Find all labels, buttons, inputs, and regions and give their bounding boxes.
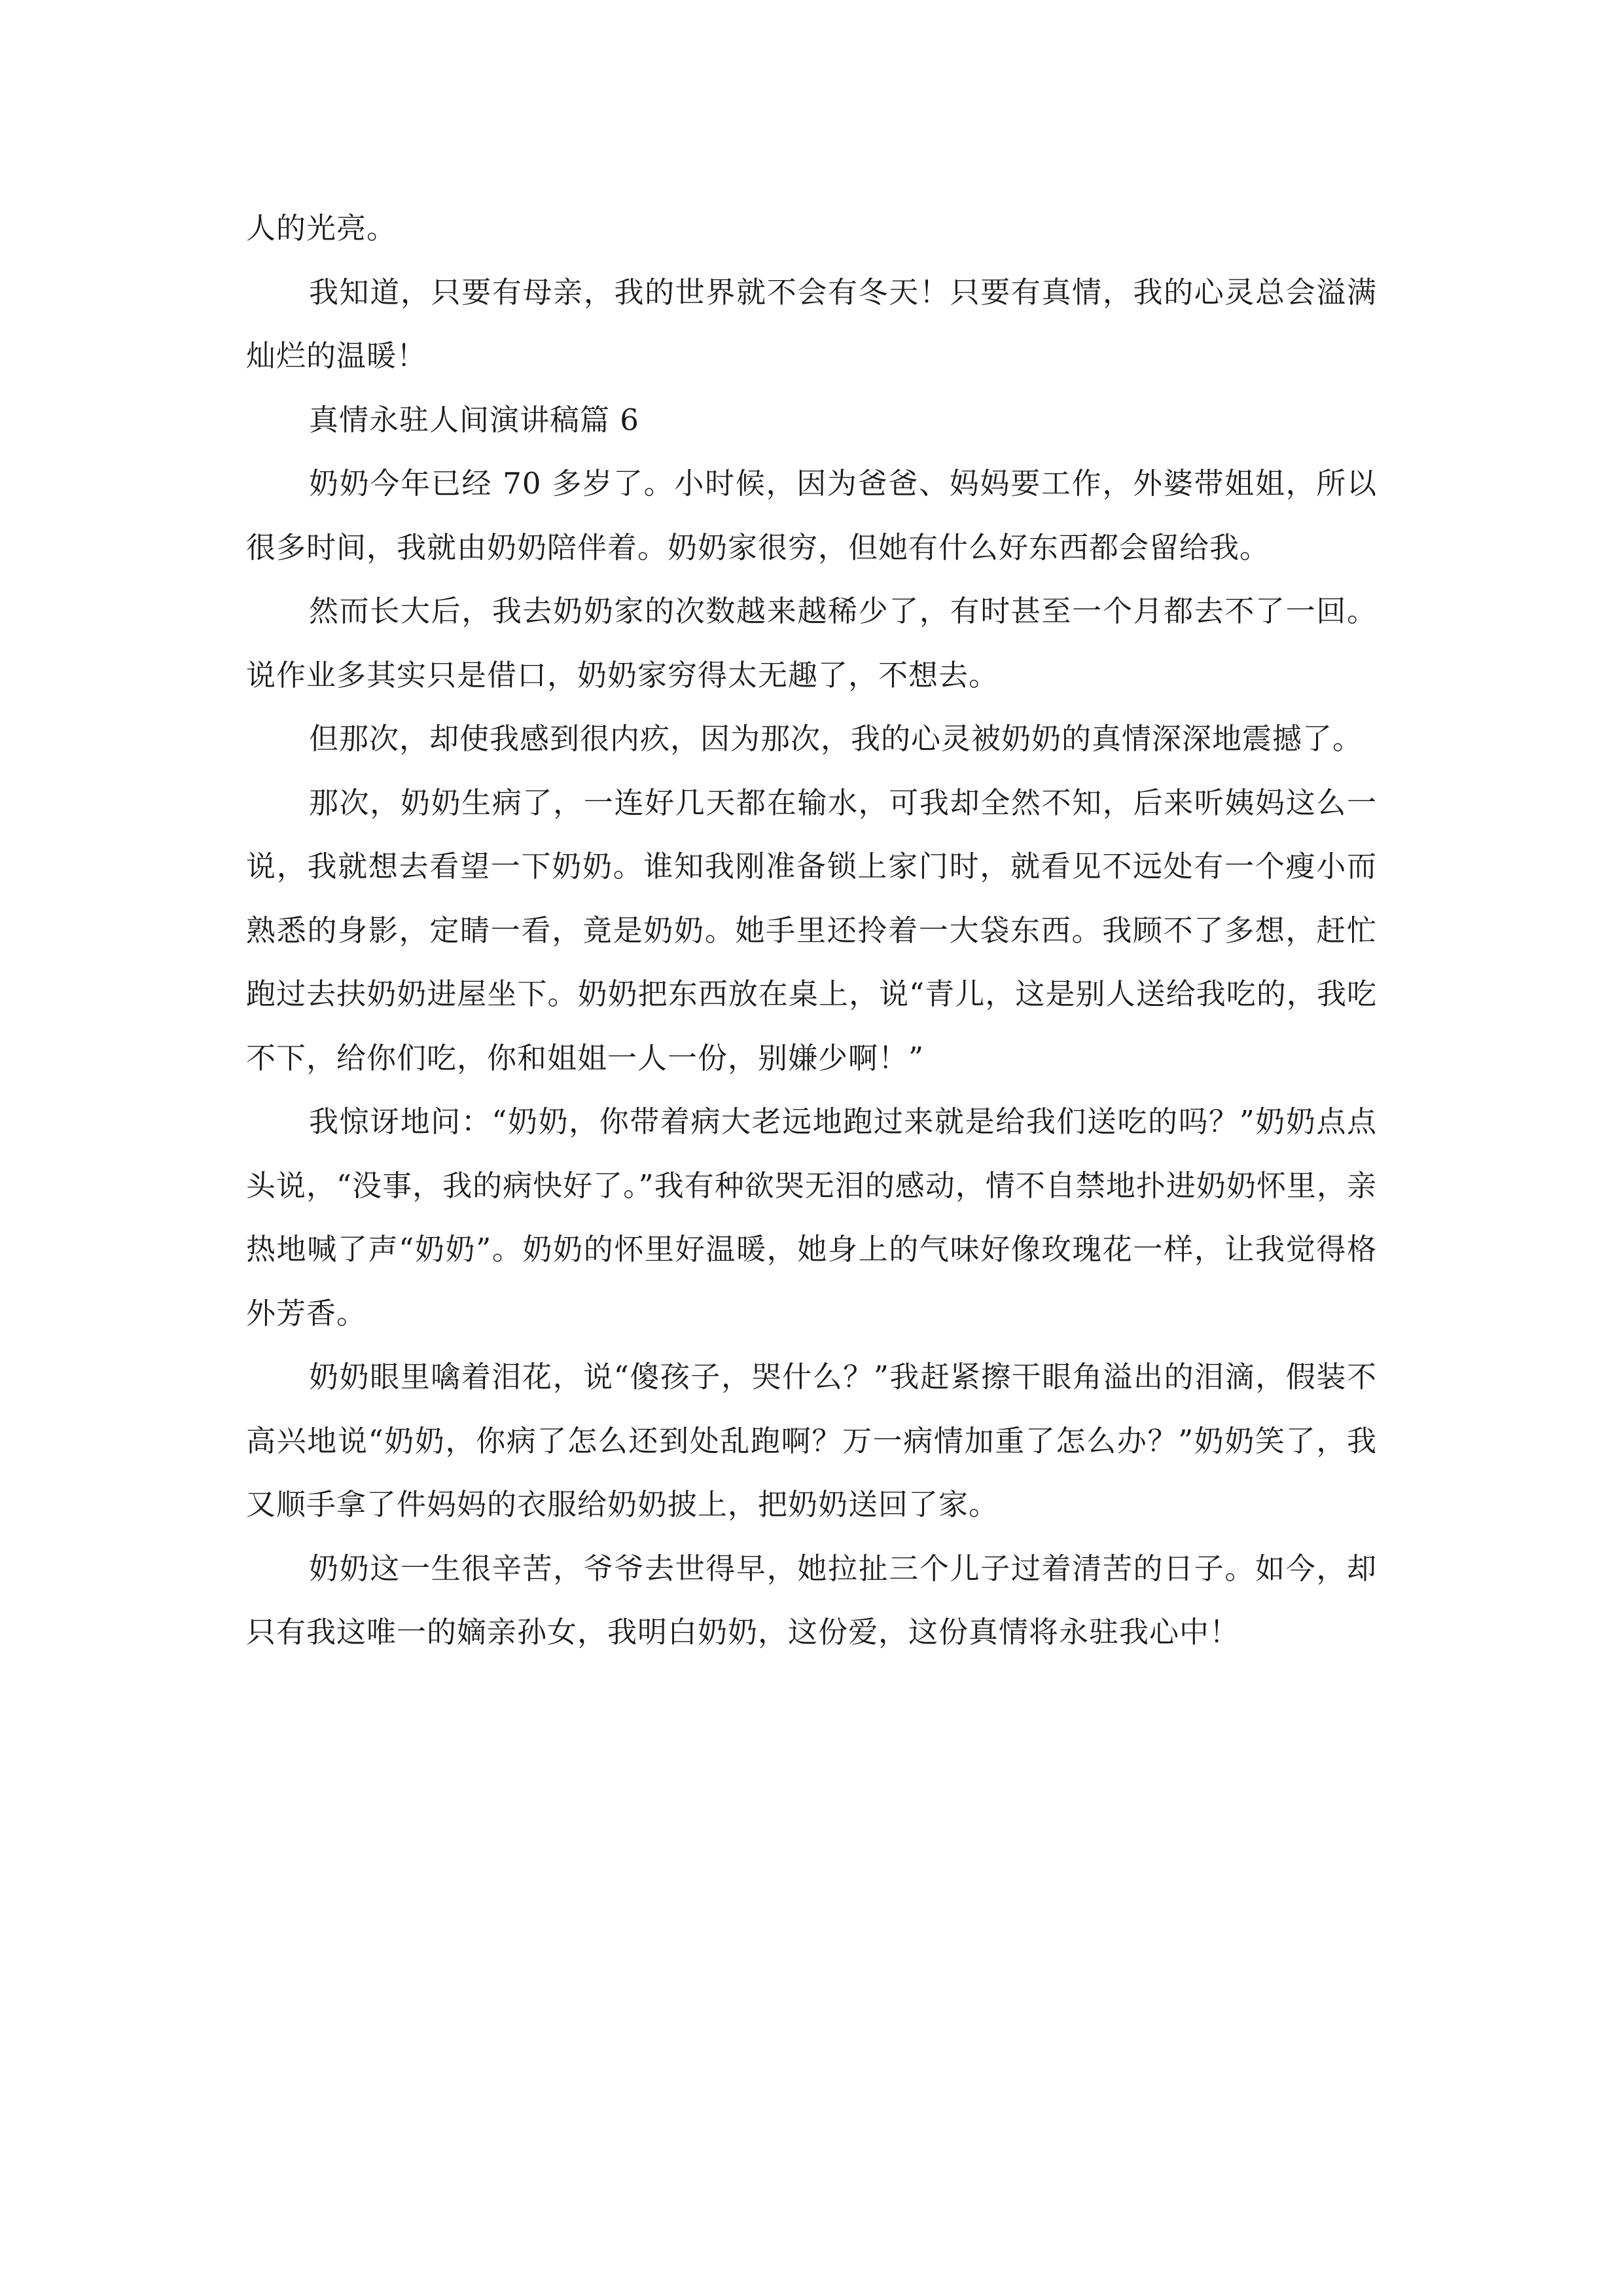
body-text <box>246 196 1377 1664</box>
paragraph: 那次，奶奶生病了，一连好几天都在输水，可我却全然不知，后来听姨妈这么一说，我就想去看望一下奶奶。谁知我刚准备锁上家门时，就看见不远处有一个瘦小而熟悉的身影，定睛一看，竟是奶奶。她手里还拎着一大袋东西。我顾不了多想，赶忙跑过去扶奶奶进屋坐下。奶奶把东西放在桌上，说“青儿，这是别人送给我吃的，我吃不下，给你们吃，你和姐姐一人一份，别嫌少啊！” <box>246 785 1377 1075</box>
paragraph: 我知道，只要有母亲，我的世界就不会有冬天！只要有真情，我的心灵总会溢满灿烂的温暖！ <box>246 274 1377 373</box>
paragraph: 奶奶今年已经 70 多岁了。小时候，因为爸爸、妈妈要工作，外婆带姐姐，所以很多时间，我就由奶奶陪伴着。奶奶家很穷，但她有什么好东西都会留给我。 <box>246 466 1377 565</box>
section-heading: 真情永驻人间演讲稿篇 6 <box>309 402 639 437</box>
paragraph: 奶奶眼里噙着泪花，说“傻孩子，哭什么？”我赶紧擦干眼角溢出的泪滴，假装不高兴地说“奶奶，你病了怎么还到处乱跑啊？万一病情加重了怎么办？”奶奶笑了，我又顺手拿了件妈妈的衣服给奶奶披上，把奶奶送回了家。 <box>246 1359 1377 1522</box>
paragraph: 奶奶这一生很辛苦，爷爷去世得早，她拉扯三个儿子过着清苦的日子。如今，却只有我这唯一的嫡亲孙女，我明白奶奶，这份爱，这份真情将永驻我心中！ <box>246 1551 1377 1649</box>
paragraph: 然而长大后，我去奶奶家的次数越来越稀少了，有时甚至一个月都去不了一回。说作业多其实只是借口，奶奶家穷得太无趣了，不想去。 <box>246 594 1377 692</box>
paragraph: 但那次，却使我感到很内疚，因为那次，我的心灵被奶奶的真情深深地震撼了。 <box>309 721 1363 756</box>
paragraph-continued: 人的光亮。 <box>246 211 397 245</box>
paragraph: 我惊讶地问：“奶奶，你带着病大老远地跑过来就是给我们送吃的吗？”奶奶点点头说，“没事，我的病快好了。”我有种欲哭无泪的感动，情不自禁地扑进奶奶怀里，亲热地喊了声“奶奶”。奶奶的怀里好温暖，她身上的气味好像玫瑰花一样，让我觉得格外芳香。 <box>246 1104 1377 1331</box>
